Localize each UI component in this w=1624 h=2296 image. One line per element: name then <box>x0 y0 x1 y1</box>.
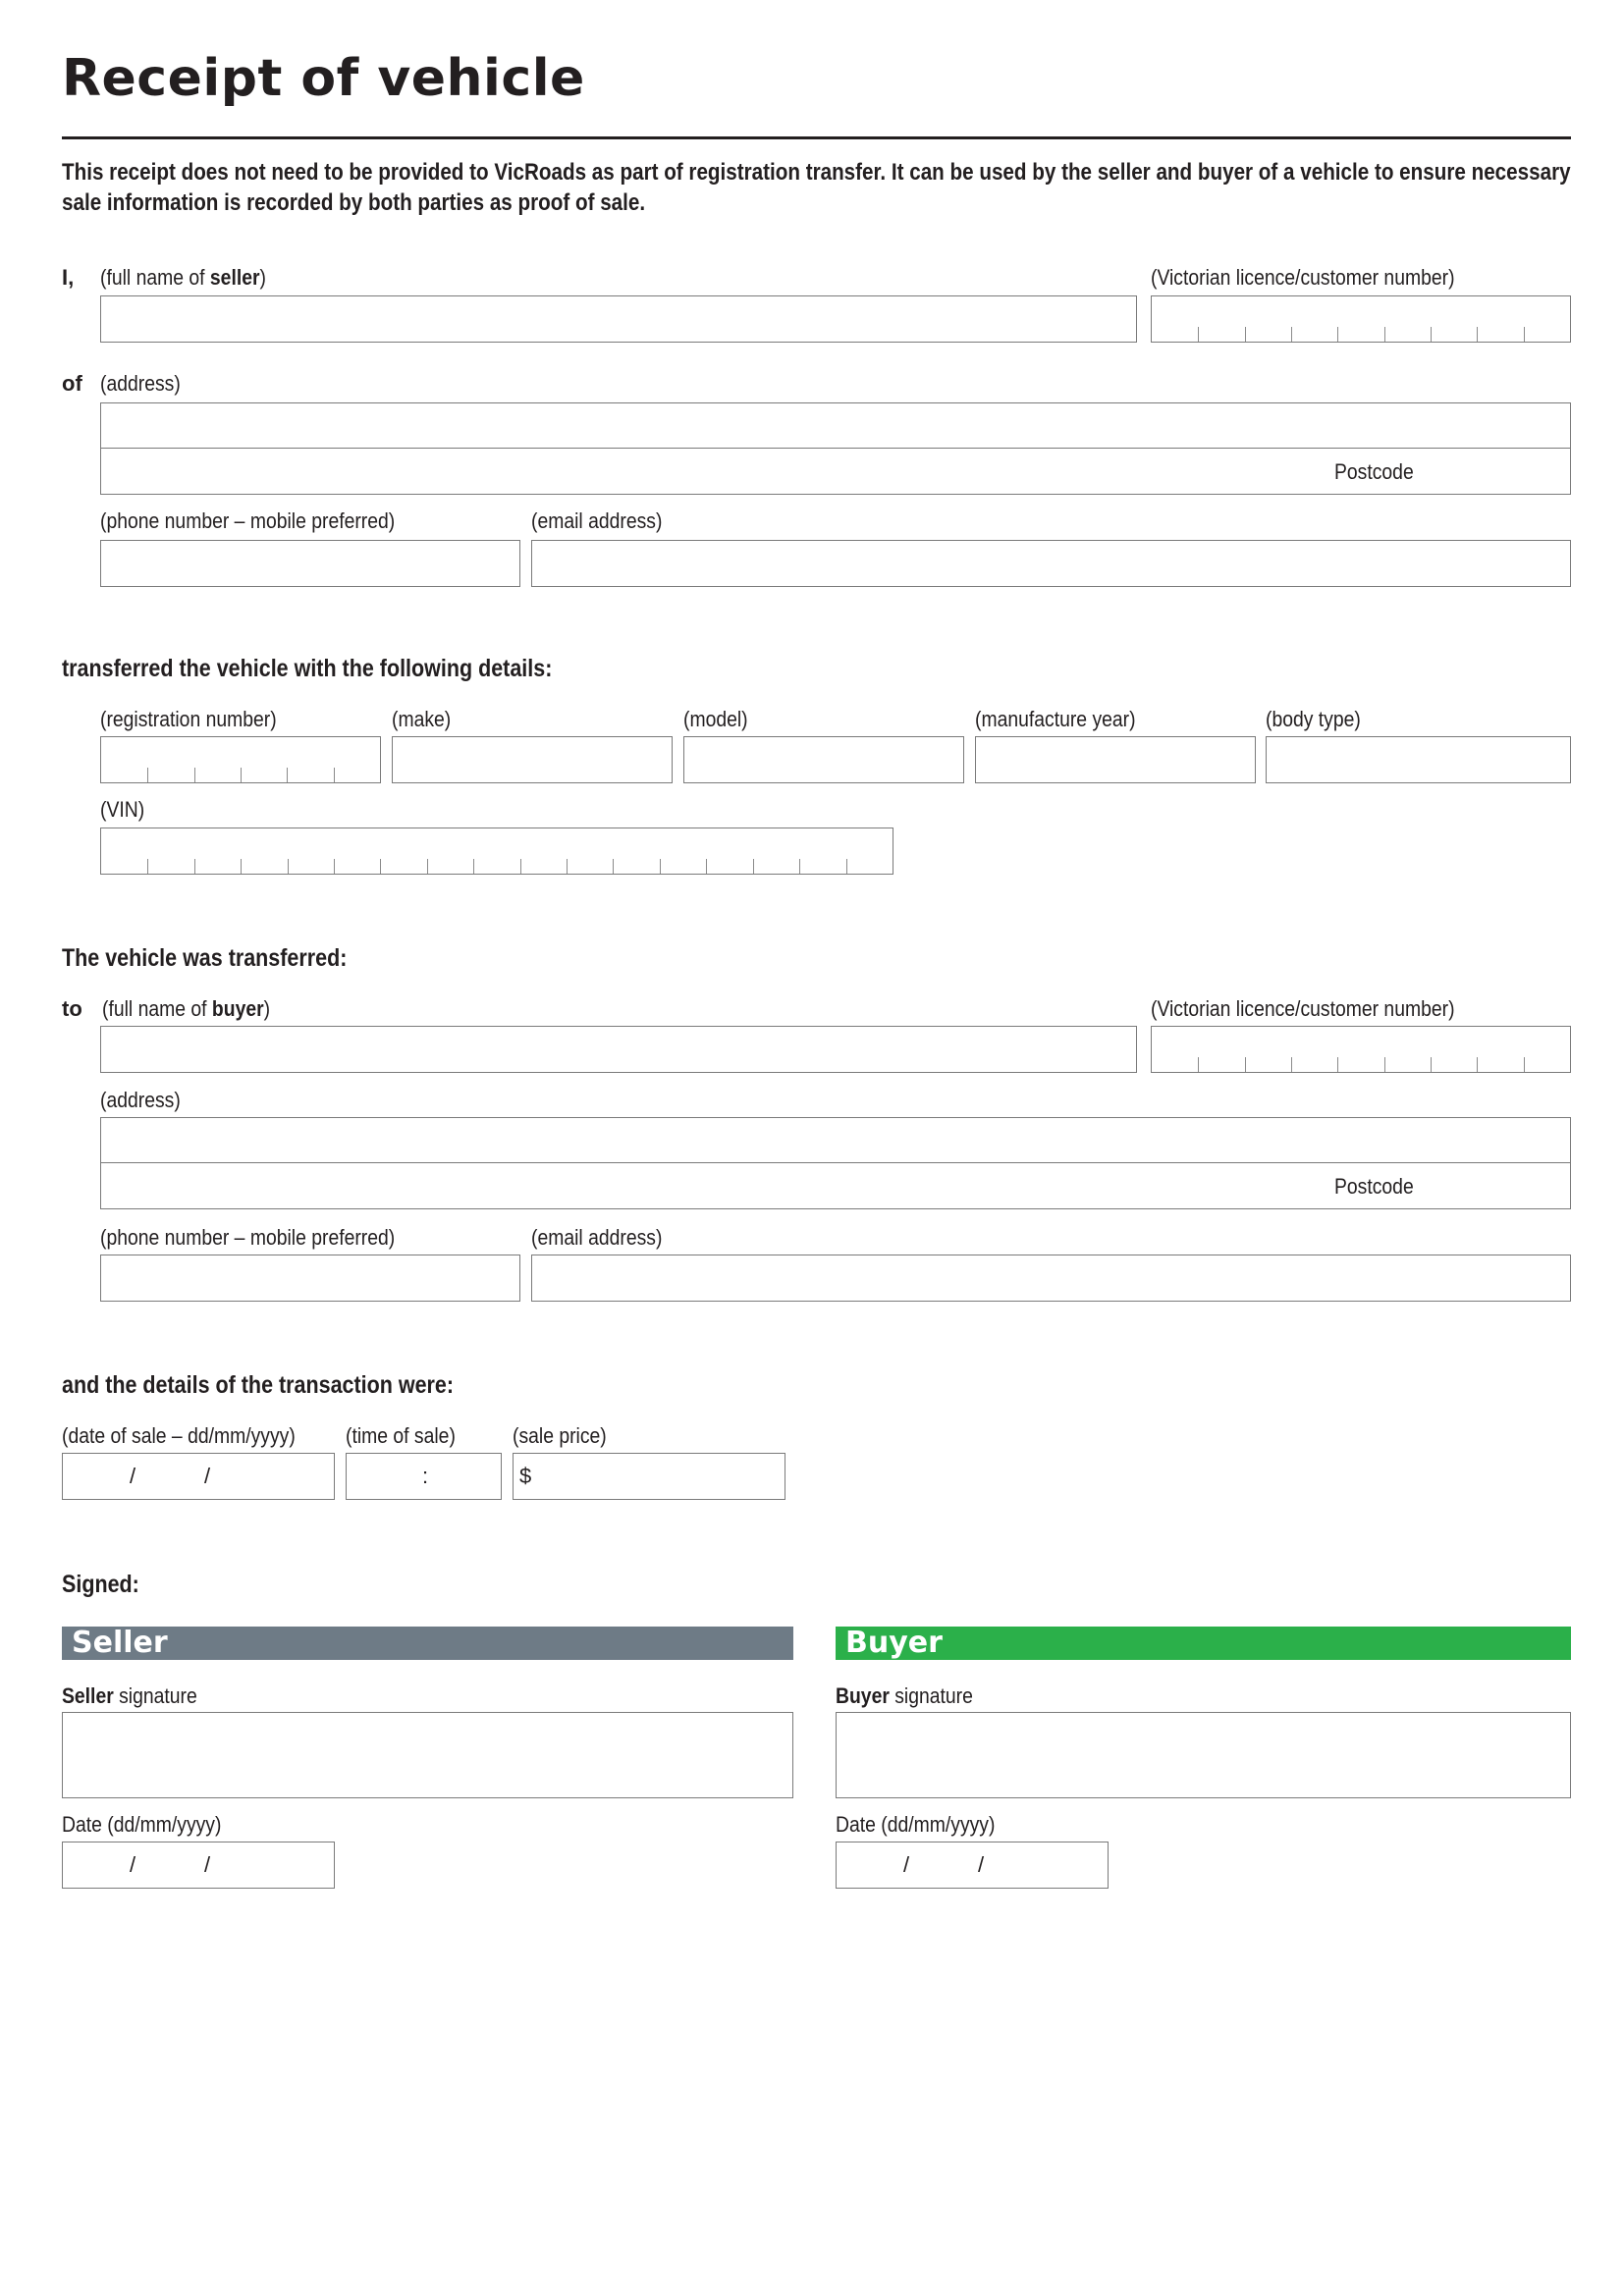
character-cell[interactable] <box>101 737 147 782</box>
model-field[interactable] <box>683 736 964 783</box>
character-cell[interactable] <box>1152 296 1198 342</box>
character-cell[interactable] <box>1152 1027 1198 1072</box>
make-label: (make) <box>392 707 452 731</box>
buyer-address-line1-field[interactable] <box>100 1117 1571 1164</box>
seller-signature-label <box>62 1683 197 1709</box>
label-bold: buyer <box>211 996 264 1021</box>
seller-signature-field[interactable] <box>62 1712 793 1798</box>
seller-name-label <box>100 265 266 291</box>
seller-date-field[interactable] <box>62 1842 335 1889</box>
buyer-prefix: to <box>62 996 82 1021</box>
buyer-signature-field[interactable] <box>836 1712 1571 1798</box>
character-cell[interactable] <box>1431 296 1477 342</box>
seller-phone-field[interactable] <box>100 540 520 587</box>
page-title: Receipt of vehicle <box>62 49 585 108</box>
seller-licence-field[interactable] <box>1151 295 1571 343</box>
character-cell[interactable] <box>1198 296 1244 342</box>
date-of-sale-label: (date of sale – dd/mm/yyyy) <box>62 1423 296 1448</box>
character-cell[interactable] <box>287 737 333 782</box>
character-cell[interactable] <box>846 828 893 874</box>
seller-name-field[interactable] <box>100 295 1137 343</box>
intro-text: This receipt does not need to be provided to VicRoads as part of registration transfer. It can be used by the seller and buyer of a vehicle to ensure necessary sale information is recorded by both parties as proof of sale. <box>62 159 1571 216</box>
seller-address-line2-field[interactable] <box>100 448 1571 495</box>
seller-address-prefix: of <box>62 371 82 396</box>
registration-label: (registration number) <box>100 707 277 731</box>
character-cell[interactable] <box>473 828 519 874</box>
character-cell[interactable] <box>147 828 193 874</box>
buyer-heading: The vehicle was transferred: <box>62 944 348 972</box>
date-of-sale-field[interactable] <box>62 1453 335 1500</box>
character-cell[interactable] <box>753 828 799 874</box>
make-field[interactable] <box>392 736 673 783</box>
buyer-licence-label: (Victorian licence/customer number) <box>1151 996 1455 1021</box>
date-separator: / <box>130 1852 136 1877</box>
manufacture-year-field[interactable] <box>975 736 1256 783</box>
buyer-section-bar: Buyer <box>836 1627 1571 1660</box>
date-separator: / <box>903 1852 910 1877</box>
buyer-phone-field[interactable] <box>100 1255 520 1302</box>
character-cell[interactable] <box>660 828 706 874</box>
signed-heading: Signed: <box>62 1571 139 1598</box>
seller-email-field[interactable] <box>531 540 1571 587</box>
date-separator: / <box>204 1852 211 1877</box>
buyer-licence-field[interactable] <box>1151 1026 1571 1073</box>
buyer-date-field[interactable] <box>836 1842 1109 1889</box>
seller-section-bar: Seller <box>62 1627 793 1660</box>
character-cell[interactable] <box>288 828 334 874</box>
character-cell[interactable] <box>1477 1027 1523 1072</box>
date-separator: / <box>204 1464 211 1488</box>
label-bold: Seller <box>62 1683 114 1708</box>
character-cell[interactable] <box>1477 296 1523 342</box>
registration-field[interactable] <box>100 736 381 783</box>
vehicle-heading: transferred the vehicle with the following details: <box>62 655 553 682</box>
seller-address-line1-field[interactable] <box>100 402 1571 450</box>
character-cell[interactable] <box>194 828 241 874</box>
body-type-field[interactable] <box>1266 736 1571 783</box>
buyer-name-label <box>102 996 270 1022</box>
seller-phone-label: (phone number – mobile preferred) <box>100 508 396 533</box>
character-cell[interactable] <box>1384 296 1431 342</box>
buyer-address-line2-field[interactable] <box>100 1162 1571 1209</box>
character-cell[interactable] <box>799 828 845 874</box>
character-cell[interactable] <box>1245 296 1291 342</box>
character-cell[interactable] <box>1245 1027 1291 1072</box>
model-label: (model) <box>683 707 748 731</box>
sale-price-label: (sale price) <box>513 1423 607 1448</box>
time-of-sale-label: (time of sale) <box>346 1423 456 1448</box>
character-cell[interactable] <box>334 828 380 874</box>
character-cell[interactable] <box>101 828 147 874</box>
character-cell[interactable] <box>706 828 752 874</box>
buyer-email-field[interactable] <box>531 1255 1571 1302</box>
title-divider <box>62 136 1571 139</box>
character-cell[interactable] <box>613 828 659 874</box>
character-cell[interactable] <box>427 828 473 874</box>
character-cell[interactable] <box>520 828 567 874</box>
date-separator: / <box>978 1852 985 1877</box>
character-cell[interactable] <box>241 828 287 874</box>
character-cell[interactable] <box>241 737 287 782</box>
label-bold: Buyer <box>836 1683 890 1708</box>
character-cell[interactable] <box>147 737 193 782</box>
label-text: signature <box>889 1683 973 1708</box>
character-cell[interactable] <box>1291 296 1337 342</box>
character-cell[interactable] <box>1337 1027 1383 1072</box>
manufacture-year-label: (manufacture year) <box>975 707 1136 731</box>
character-cell[interactable] <box>334 737 380 782</box>
currency-symbol: $ <box>519 1464 532 1488</box>
seller-postcode-label: Postcode <box>1334 459 1414 484</box>
label-bold: seller <box>209 265 260 290</box>
character-cell[interactable] <box>567 828 613 874</box>
date-separator: / <box>130 1464 136 1488</box>
vin-label: (VIN) <box>100 797 145 822</box>
buyer-phone-label: (phone number – mobile preferred) <box>100 1225 396 1250</box>
label-text: signature <box>113 1683 197 1708</box>
buyer-email-label: (email address) <box>531 1225 663 1250</box>
sale-price-field[interactable] <box>513 1453 785 1500</box>
seller-email-label: (email address) <box>531 508 663 533</box>
seller-date-label: Date (dd/mm/yyyy) <box>62 1812 222 1837</box>
character-cell[interactable] <box>194 737 241 782</box>
label-text: ) <box>263 996 271 1021</box>
time-separator: : <box>422 1464 429 1488</box>
character-cell[interactable] <box>1384 1027 1431 1072</box>
time-of-sale-field[interactable] <box>346 1453 502 1500</box>
buyer-date-label: Date (dd/mm/yyyy) <box>836 1812 996 1837</box>
seller-licence-label: (Victorian licence/customer number) <box>1151 265 1455 290</box>
character-cell[interactable] <box>1337 296 1383 342</box>
character-cell[interactable] <box>380 828 426 874</box>
seller-prefix: I, <box>62 265 75 290</box>
character-cell[interactable] <box>1198 1027 1244 1072</box>
label-text: (full name of <box>100 265 210 290</box>
character-cell[interactable] <box>1291 1027 1337 1072</box>
buyer-address-label: (address) <box>100 1088 181 1112</box>
character-cell[interactable] <box>1431 1027 1477 1072</box>
seller-address-label: (address) <box>100 371 181 396</box>
transaction-heading: and the details of the transaction were: <box>62 1371 455 1399</box>
vin-field[interactable] <box>100 828 893 875</box>
body-type-label: (body type) <box>1266 707 1361 731</box>
character-cell[interactable] <box>1524 1027 1570 1072</box>
buyer-name-field[interactable] <box>100 1026 1137 1073</box>
buyer-signature-label <box>836 1683 973 1709</box>
label-text: (full name of <box>102 996 212 1021</box>
buyer-postcode-label: Postcode <box>1334 1174 1414 1199</box>
character-cell[interactable] <box>1524 296 1570 342</box>
label-text: ) <box>259 265 266 290</box>
